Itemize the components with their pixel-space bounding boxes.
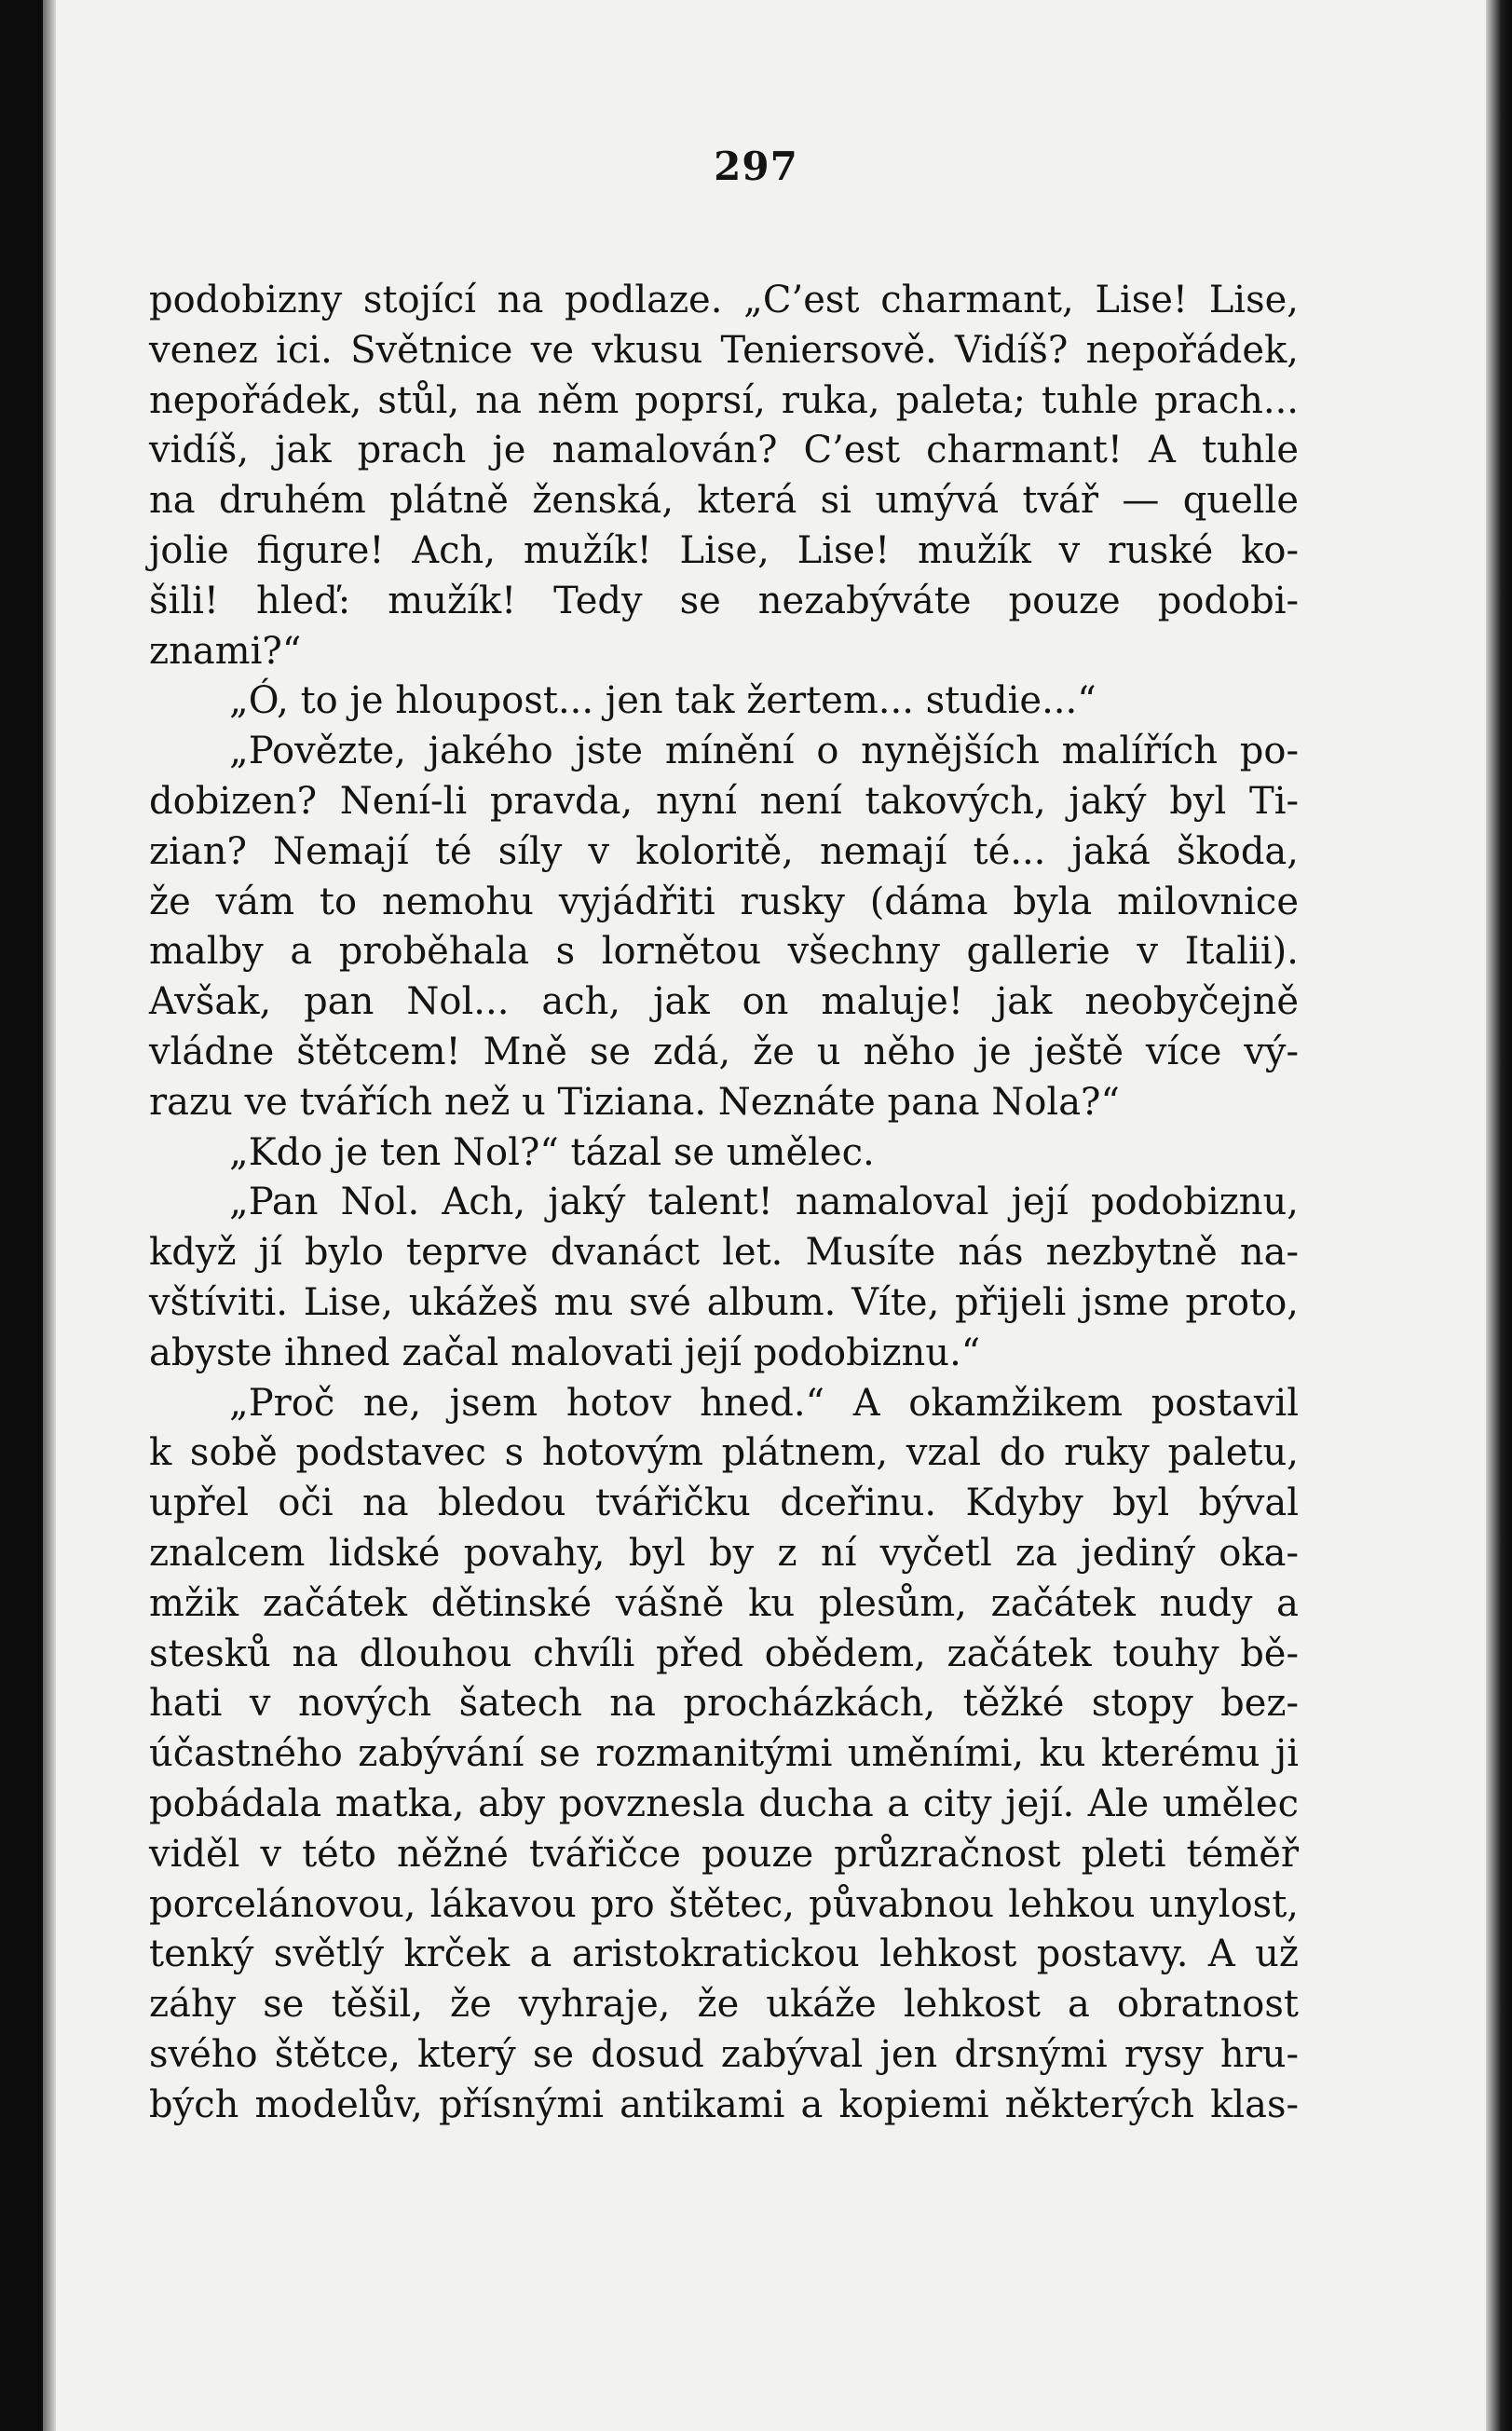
text-line: podobizny stojící na podlaze. „C’est charmant, Lise! Lise, — [149, 279, 1299, 321]
text-line: znami?“ — [149, 629, 302, 673]
text-line: na druhém plátně ženská, která si umývá tvář — quelle — [149, 479, 1299, 523]
text-line: bých modelův, přísnými antikami a kopiemi některých klas- — [149, 2083, 1299, 2126]
page-number: 297 — [714, 143, 798, 189]
body-text — [149, 276, 1299, 2130]
text-line: mžik začátek dětinské vášně ku plesům, začátek nudy a — [149, 1581, 1299, 1625]
text-line: k sobě podstavec s hotovým plátnem, vzal do ruky paletu, — [149, 1431, 1299, 1475]
text-line: stesků na dlouhou chvíli před obědem, začátek touhy bě- — [149, 1632, 1299, 1675]
text-line: „Pan Nol. Ach, jaký talent! namaloval její podobiznu, — [229, 1181, 1299, 1224]
text-line: razu ve tvářích než u Tiziana. Neznáte pana Nola?“ — [149, 1080, 1120, 1124]
text-line: upřel oči na bledou tvářičku dceřinu. Kdyby byl býval — [149, 1482, 1299, 1525]
text-line: účastného zabývání se rozmanitými uměními, ku kterému ji — [149, 1732, 1299, 1776]
text-line: venez ici. Světnice ve vkusu Teniersově. Vidíš? nepořádek, — [149, 328, 1299, 372]
text-line: když jí bylo teprve dvanáct let. Musíte nás nezbytně na- — [149, 1231, 1299, 1275]
text-line: viděl v této něžné tvářičce pouze průzračnost pleti téměř — [149, 1832, 1299, 1876]
text-line: hati v nových šatech na procházkách, těžké stopy bez- — [149, 1682, 1299, 1726]
text-line: zian? Nemají té síly v koloritě, nemají té... jaká škoda, — [149, 829, 1299, 873]
scan-left-shadow — [0, 0, 43, 2431]
text-line: vidíš, jak prach je namalován? C’est charmant! A tuhle — [149, 429, 1299, 472]
text-line: záhy se těšil, že vyhraje, že ukáže lehkost a obratnost — [149, 1983, 1299, 2027]
text-line: dobizen? Není-li pravda, nyní není takových, jaký byl Ti- — [149, 779, 1299, 823]
text-line: „Proč ne, jsem hotov hned.“ A okamžikem postavil — [229, 1381, 1299, 1425]
text-line: jolie figure! Ach, mužík! Lise, Lise! mužík v ruské ko- — [149, 528, 1299, 572]
text-line: nepořádek, stůl, na něm poprsí, ruka, paleta; tuhle prach... — [149, 378, 1299, 422]
text-line: porcelánovou, lákavou pro štětec, půvabnou lehkou unylost, — [149, 1882, 1299, 1926]
text-line: znalcem lidské povahy, byl by z ní vyčetl za jediný oka- — [149, 1531, 1299, 1575]
text-line: malby a proběhala s lornětou všechny gallerie v Italii). — [149, 930, 1299, 974]
text-line: tenký světlý krček a aristokratickou lehkost postavy. A už — [149, 1933, 1299, 1976]
scan-right-shadow — [1486, 0, 1512, 2431]
text-line: svého štětce, který se dosud zabýval jen drsnými rysy hru- — [149, 2032, 1299, 2076]
text-line: „Povězte, jakého jste mínění o nynějších malířích po- — [229, 730, 1299, 773]
text-line: vládne štětcem! Mně se zdá, že u něho je ještě více vý- — [149, 1030, 1299, 1073]
text-line: „Ó, to je hloupost... jen tak žertem... studie...“ — [229, 679, 1097, 723]
text-line: že vám to nemohu vyjádřiti rusky (dáma byla milovnice — [149, 880, 1299, 923]
text-line: pobádala matka, aby povznesla ducha a city její. Ale umělec — [149, 1782, 1299, 1825]
text-line: šili! hleď: mužík! Tedy se nezabýváte pouze podobi- — [149, 579, 1299, 622]
text-line: Avšak, pan Nol... ach, jak on maluje! jak neobyčejně — [149, 980, 1299, 1024]
text-line: vštíviti. Lise, ukážeš mu své album. Víte, přijeli jsme proto, — [149, 1280, 1299, 1324]
text-line: „Kdo je ten Nol?“ tázal se umělec. — [229, 1130, 875, 1174]
scan-left-gutter — [43, 0, 56, 2431]
text-line: abyste ihned začal malovati její podobiznu.“ — [149, 1331, 981, 1374]
